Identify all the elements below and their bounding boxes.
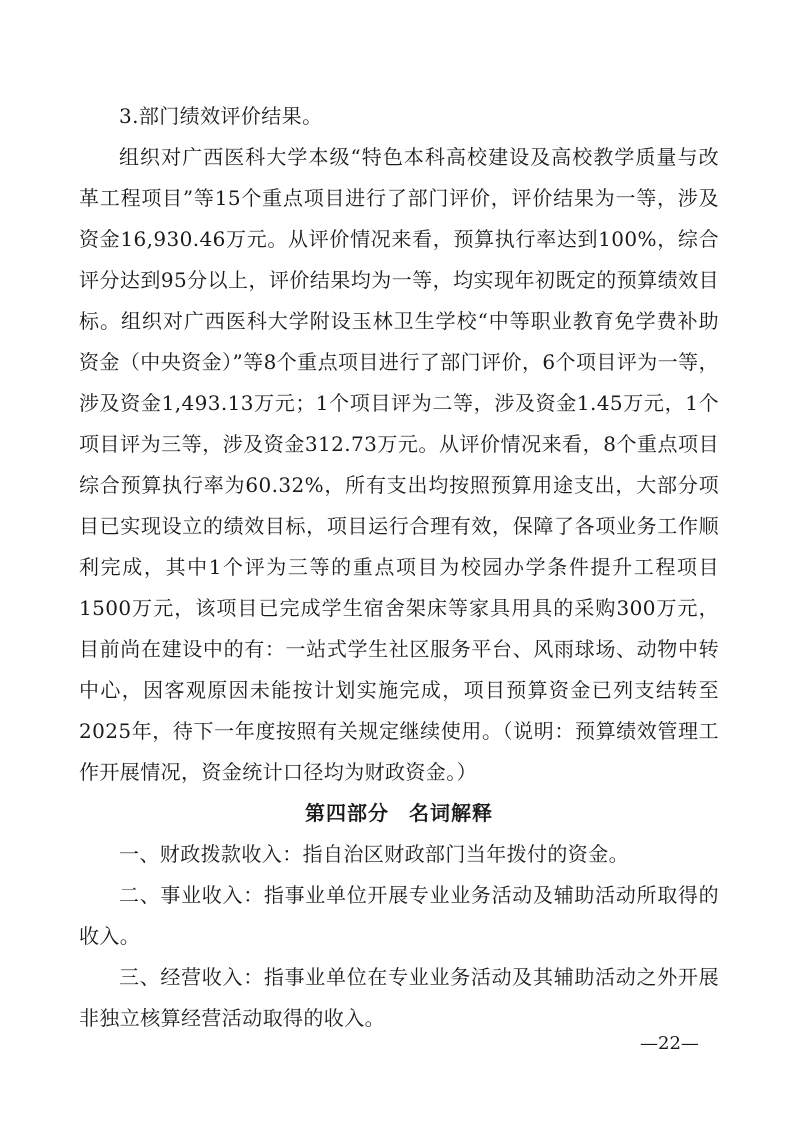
paragraph-business-income: 二、事业收入：指事业单位开展专业业务活动及辅助活动所取得的收入。 bbox=[79, 883, 719, 948]
section-heading bbox=[79, 793, 719, 834]
section-title: 名词解释 bbox=[409, 801, 493, 825]
paragraph-operating-income: 三、经营收入：指事业单位在专业业务活动及其辅助活动之外开展非独立核算经营活动取得的收入。 bbox=[79, 965, 719, 1030]
page-number: —22— bbox=[640, 1033, 699, 1054]
paragraph-performance-results-heading: 3.部门绩效评价结果。 bbox=[119, 104, 323, 128]
document-body bbox=[79, 96, 719, 1039]
section-part-label: 第四部分 bbox=[305, 801, 389, 825]
paragraph-fiscal-appropriation-income: 一、财政拨款收入：指自治区财政部门当年拨付的资金。 bbox=[119, 842, 629, 866]
paragraph-evaluation-details: 组织对广西医科大学本级“特色本科高校建设及高校教学质量与改革工程项目”等15个重点项目进行了部门评价，评价结果为一等，涉及资金16,930.46万元。从评价情况来看，预算执行率达到100%，综合评分达到95分以上，评价结果均为一等，均实现年初既定的预算绩效目标。组织对广西医科大学附设玉林卫生学校“中等职业教育免学费补助资金（中央资金）”等8个重点项目进行了部门评价，6个项目评为一等，涉及资金1,493.13万元；1个项目评为二等，涉及资金1.45万元，1个项目评为三等，涉及资金312.73万元。从评价情况来看，8个重点项目综合预算执行率为60.32%，所有支出均按照预算用途支出，大部分项目已实现设立的绩效目标，项目运行合理有效，保障了各项业务工作顺利完成，其中1个评为三等的重点项目为校园办学条件提升工程项目1500万元，该项目已完成学生宿舍架床等家具用具的采购300万元，目前尚在建设中的有：一站式学生社区服务平台、风雨球场、动物中转中心，因客观原因未能按计划实施完成，项目预算资金已列支结转至2025年，待下一年度按照有关规定继续使用。（说明：预算绩效管理工作开展情况，资金统计口径均为财政资金。） bbox=[79, 145, 719, 784]
